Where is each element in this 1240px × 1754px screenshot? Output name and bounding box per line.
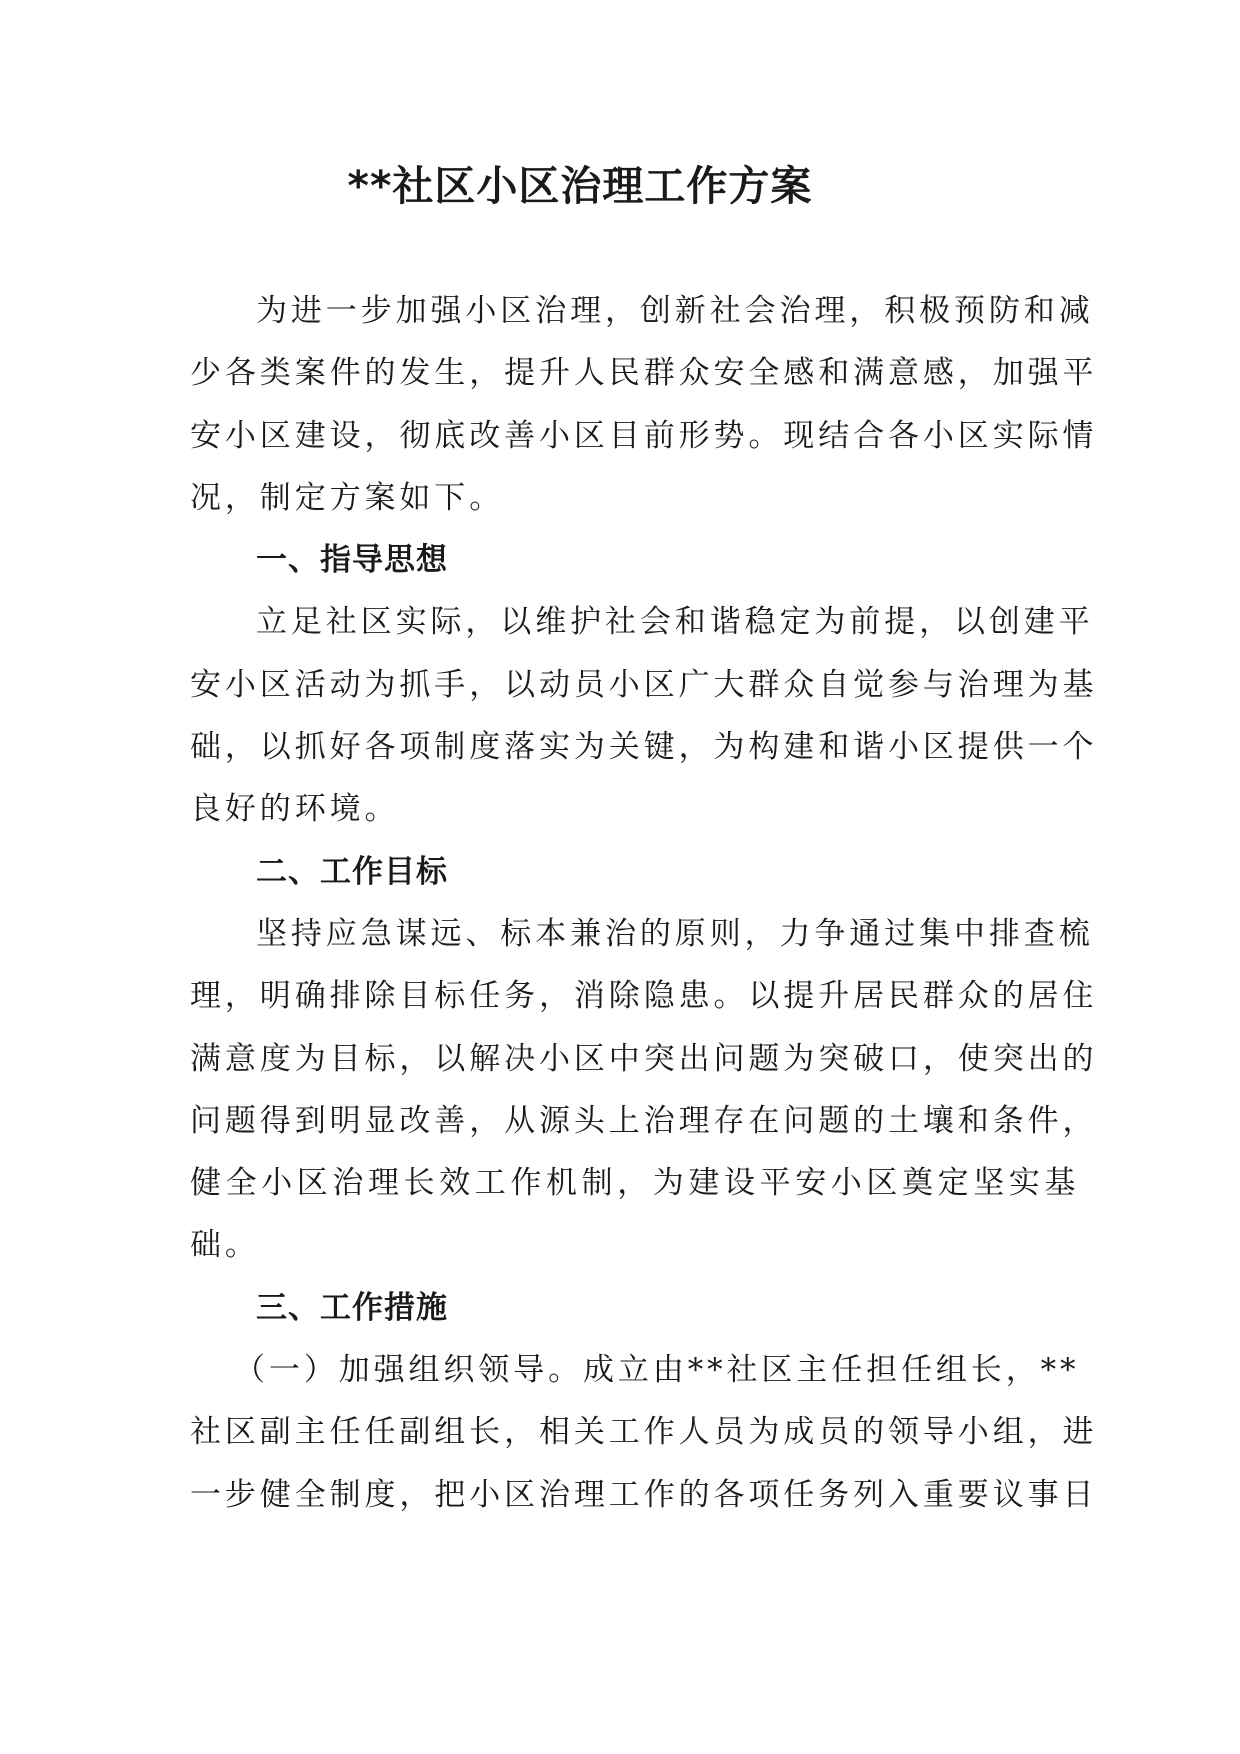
text-line: 少各类案件的发生，提升人民群众安全感和满意感，加强平 bbox=[190, 355, 1098, 392]
document-title: **社区小区治理工作方案 bbox=[347, 162, 813, 210]
text-line: 安小区活动为抓手，以动员小区广大群众自觉参与治理为基 bbox=[190, 666, 1098, 703]
text-line: 一步健全制度，把小区治理工作的各项任务列入重要议事日 bbox=[190, 1476, 1098, 1513]
section-heading-2: 二、工作目标 bbox=[256, 853, 448, 890]
text-line: 良好的环境。 bbox=[190, 791, 400, 828]
section-heading-1: 一、指导思想 bbox=[256, 542, 448, 579]
text-line: 坚持应急谋远、标本兼治的原则，力争通过集中排查梳 bbox=[256, 915, 1094, 952]
text-line: 满意度为目标，以解决小区中突出问题为突破口，使突出的 bbox=[190, 1040, 1098, 1077]
text-line: （一）加强组织领导。成立由**社区主任担任组长，** bbox=[234, 1352, 1080, 1389]
section2-paragraph bbox=[190, 903, 1098, 1277]
text-line: 础。 bbox=[190, 1227, 260, 1264]
document-body bbox=[190, 280, 1098, 1526]
section-heading-3: 三、工作措施 bbox=[256, 1289, 448, 1326]
section3-paragraph bbox=[190, 1339, 1098, 1526]
text-line: 安小区建设，彻底改善小区目前形势。现结合各小区实际情 bbox=[190, 417, 1098, 454]
text-line: 况，制定方案如下。 bbox=[190, 479, 505, 516]
section1-paragraph bbox=[190, 591, 1098, 840]
text-line: 为进一步加强小区治理，创新社会治理，积极预防和减 bbox=[256, 293, 1094, 329]
intro-paragraph bbox=[190, 280, 1098, 529]
text-line: 立足社区实际，以维护社会和谐稳定为前提，以创建平 bbox=[256, 604, 1094, 641]
text-line: 础，以抓好各项制度落实为关键，为构建和谐小区提供一个 bbox=[190, 729, 1098, 766]
text-line: 社区副主任任副组长，相关工作人员为成员的领导小组，进 bbox=[190, 1414, 1098, 1451]
text-line: 问题得到明显改善，从源头上治理存在问题的土壤和条件， bbox=[190, 1102, 1098, 1139]
text-line: 健全小区治理长效工作机制，为建设平安小区奠定坚实基 bbox=[190, 1165, 1080, 1202]
text-line: 理，明确排除目标任务，消除隐患。以提升居民群众的居住 bbox=[190, 978, 1098, 1015]
